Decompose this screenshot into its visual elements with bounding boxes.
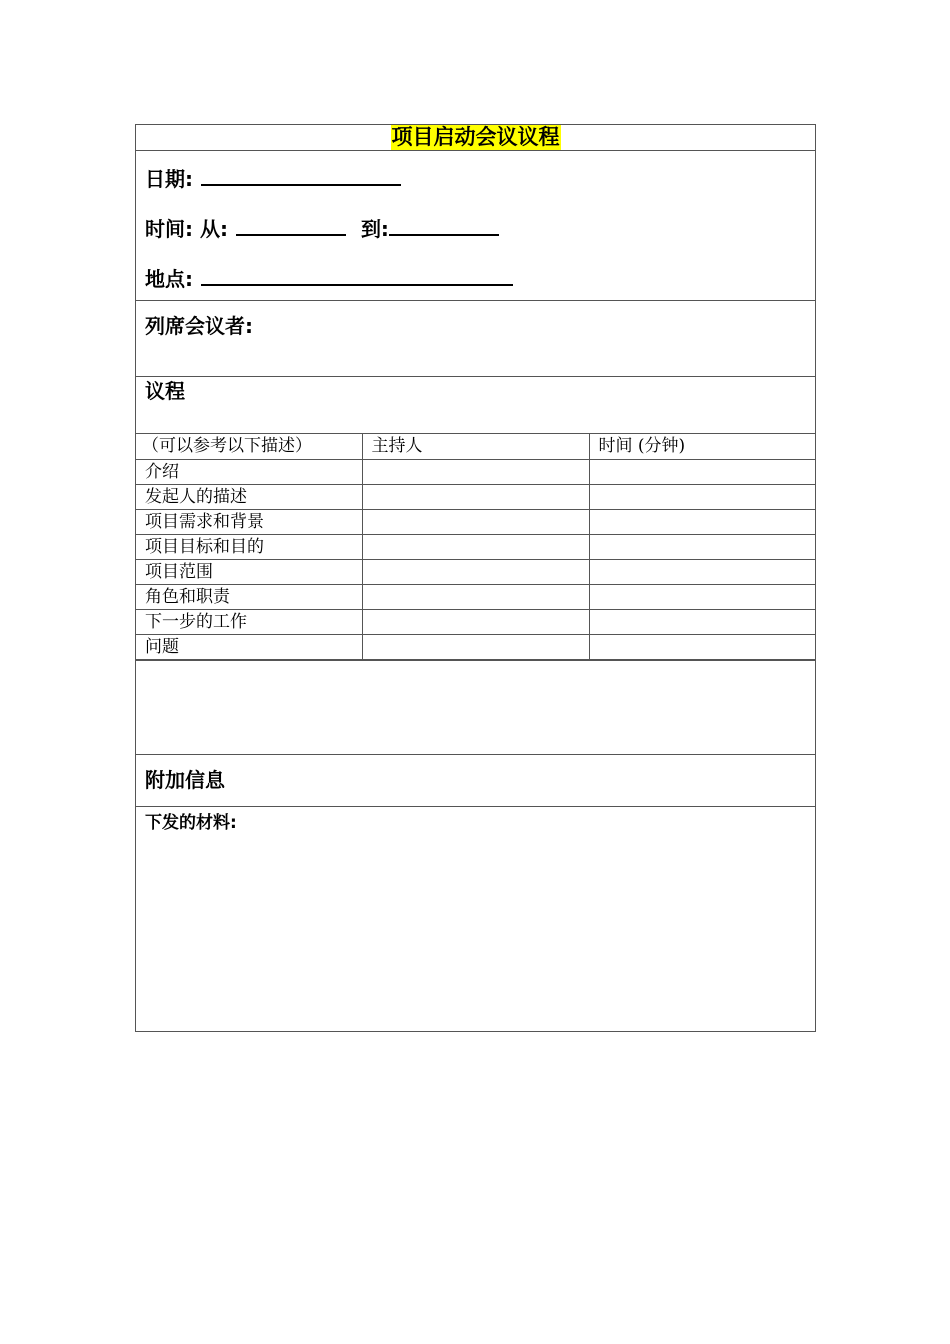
agenda-heading-section xyxy=(136,377,815,434)
time-from-blank[interactable] xyxy=(236,214,346,236)
attendees-label: 列席会议者: xyxy=(145,314,253,338)
place-field xyxy=(145,264,513,292)
column-header: 时间 (分钟) xyxy=(589,434,815,459)
table-row xyxy=(136,559,815,584)
time-to-label: 到: xyxy=(360,217,389,241)
table-row xyxy=(136,509,815,534)
agenda-table xyxy=(136,434,815,660)
date-blank[interactable] xyxy=(201,164,401,186)
materials-section[interactable] xyxy=(136,807,815,1031)
host-cell[interactable] xyxy=(362,509,589,534)
host-cell[interactable] xyxy=(362,459,589,484)
date-label: 日期: xyxy=(145,167,193,191)
agenda-item: 下一步的工作 xyxy=(136,609,362,634)
time-to-blank[interactable] xyxy=(389,214,499,236)
host-cell[interactable] xyxy=(362,634,589,659)
duration-cell[interactable] xyxy=(589,509,815,534)
column-header: （可以参考以下描述） xyxy=(136,434,362,459)
meeting-info-section xyxy=(136,151,815,301)
date-field xyxy=(145,164,401,192)
agenda-item: 发起人的描述 xyxy=(136,484,362,509)
attendees-section xyxy=(136,301,815,377)
host-cell[interactable] xyxy=(362,609,589,634)
table-row xyxy=(136,534,815,559)
host-cell[interactable] xyxy=(362,559,589,584)
additional-info-section xyxy=(136,755,815,807)
table-row xyxy=(136,584,815,609)
host-cell[interactable] xyxy=(362,534,589,559)
agenda-label: 议程 xyxy=(145,379,185,403)
table-row xyxy=(136,609,815,634)
host-cell[interactable] xyxy=(362,584,589,609)
duration-cell[interactable] xyxy=(589,459,815,484)
host-cell[interactable] xyxy=(362,484,589,509)
table-row xyxy=(136,459,815,484)
agenda-item: 项目范围 xyxy=(136,559,362,584)
agenda-item: 项目目标和目的 xyxy=(136,534,362,559)
time-field xyxy=(145,214,499,242)
time-from-label: 时间: 从: xyxy=(145,217,228,241)
title-row xyxy=(136,125,815,151)
agenda-item: 角色和职责 xyxy=(136,584,362,609)
agenda-item: 介绍 xyxy=(136,459,362,484)
duration-cell[interactable] xyxy=(589,534,815,559)
table-row xyxy=(136,484,815,509)
place-blank[interactable] xyxy=(201,264,513,286)
duration-cell[interactable] xyxy=(589,634,815,659)
agenda-form xyxy=(135,124,816,1032)
agenda-item: 项目需求和背景 xyxy=(136,509,362,534)
agenda-table-wrap xyxy=(136,434,815,661)
form-title: 项目启动会议议程 xyxy=(391,125,560,149)
materials-label: 下发的材料: xyxy=(145,812,237,833)
duration-cell[interactable] xyxy=(589,559,815,584)
duration-cell[interactable] xyxy=(589,584,815,609)
notes-blank-section[interactable] xyxy=(136,661,815,755)
duration-cell[interactable] xyxy=(589,609,815,634)
table-header-row xyxy=(136,434,815,459)
place-label: 地点: xyxy=(145,267,193,291)
agenda-item: 问题 xyxy=(136,634,362,659)
column-header: 主持人 xyxy=(362,434,589,459)
table-row xyxy=(136,634,815,659)
duration-cell[interactable] xyxy=(589,484,815,509)
additional-info-label: 附加信息 xyxy=(145,767,225,792)
